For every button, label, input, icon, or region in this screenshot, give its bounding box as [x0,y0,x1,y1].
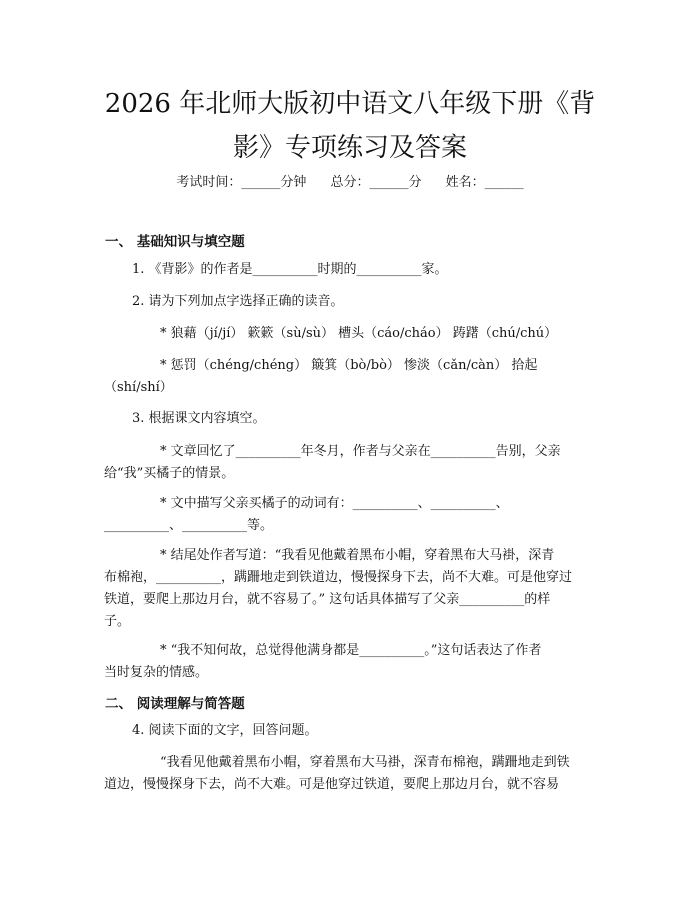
question-3-item-3-cont-2: 铁道，要爬上那边月台，就不容易了。” 这句话具体描写了父亲__________的样 [104,592,551,607]
document-title-line-2: 影》专项练习及答案 [232,133,467,163]
question-1: 1. 《背影》的作者是__________时期的__________家。 [132,262,448,277]
total-score-field: 总分：______分 [330,175,422,190]
section-heading-1: 一、 基础知识与填空题 [105,234,245,250]
reading-passage-line-1: “我看见他戴着黑布小帽，穿着黑布大马褂，深青布棉袍，蹒跚地走到铁 [160,755,570,770]
exam-time-field: 考试时间：______分钟 [176,175,307,190]
question-3-item-3: * 结尾处作者写道：“我看见他戴着黑布小帽，穿着黑布大马褂，深青 [160,548,555,563]
reading-passage-line-2: 道边，慢慢探身下去，尚不大难。可是他穿过铁道，要爬上那边月台，就不容易 [104,777,560,792]
question-3-item-2-cont: __________、__________等。 [104,518,274,533]
question-4: 4. 阅读下面的文字，回答问题。 [132,723,318,738]
question-2-item-2: * 惩罚（chéng/chéng） 簸箕（bò/bò） 惨淡（cǎn/càn） 拾起 [160,358,538,373]
question-2: 2. 请为下列加点字选择正确的读音。 [132,294,344,309]
question-3-item-1: * 文章回忆了__________年冬月，作者与父亲在__________告别，父亲 [160,444,561,459]
question-3-item-4: * “我不知何故，总觉得他满身都是__________。”这句话表达了作者 [160,643,542,658]
section-heading-2: 二、 阅读理解与简答题 [105,696,245,712]
question-3-item-3-cont-1: 布棉袍，__________，蹒跚地走到铁道边，慢慢探身下去，尚不大难。可是他穿过 [104,570,573,585]
student-name-field: 姓名：______ [445,175,524,190]
question-3: 3. 根据课文内容填空。 [132,411,266,426]
question-3-item-2: * 文中描写父亲买橘子的动词有：__________、__________、 [160,496,509,511]
document-title-line-1: 2026 年北师大版初中语文八年级下册《背 [104,89,596,119]
question-2-item-2-cont: （shí/shí） [104,380,173,395]
question-2-item-1: * 狼藉（jí/jí） 簌簌（sù/sù） 槽头（cáo/cháo） 踌躇（chú/chú） [160,326,558,341]
question-3-item-4-cont: 当时复杂的情感。 [104,665,209,680]
question-3-item-3-cont-3: 子。 [104,614,131,629]
exam-meta [0,171,700,190]
question-3-item-1-cont: 给“我”买橘子的情景。 [104,466,235,481]
